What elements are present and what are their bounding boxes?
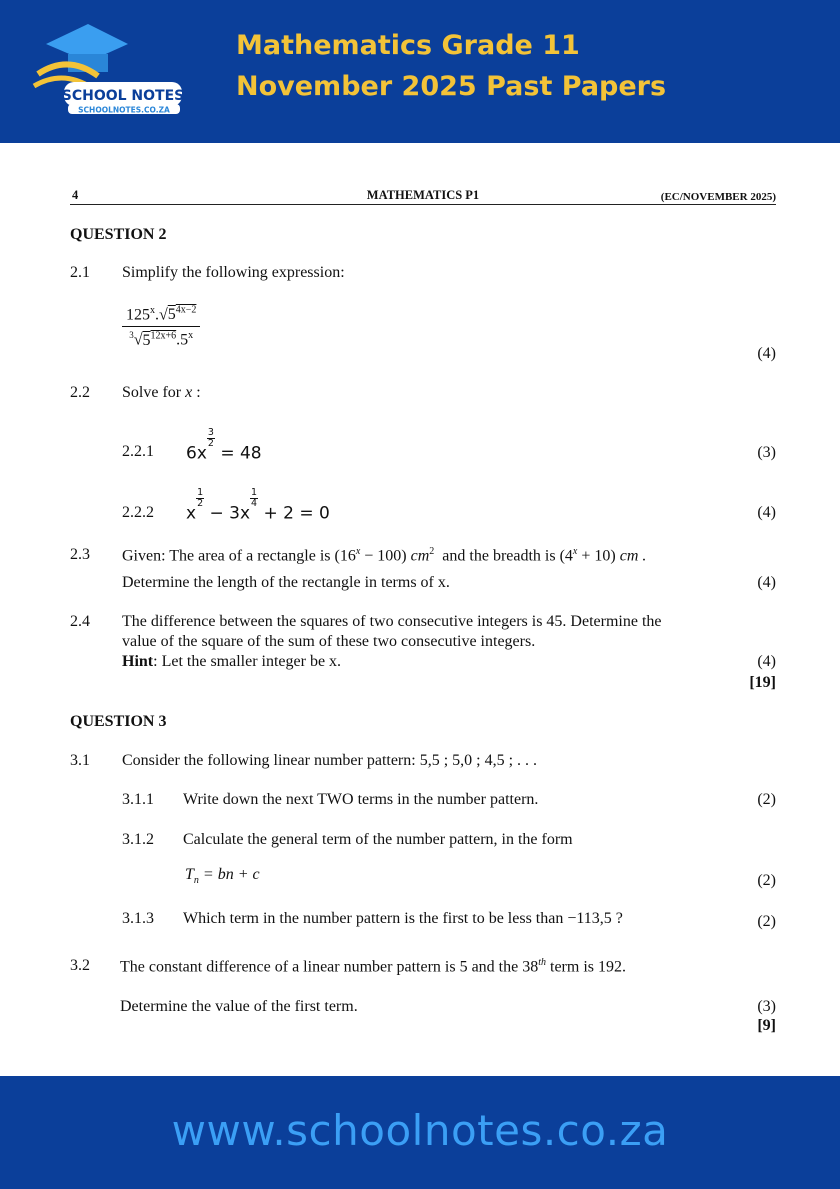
q2-3-line2: Determine the length of the rectangle in terms of x. <box>122 574 450 591</box>
q2-2-number: 2.2 <box>70 384 90 401</box>
q3-1-1-number: 3.1.1 <box>122 791 154 808</box>
q3-1-2-formula: $T_n$ = bn + c <box>185 866 260 887</box>
q2-1-expression <box>122 305 200 350</box>
q2-3-line1: Given: The area of a rectangle is $(16^x - 100)$ $cm^2$ and the breadth is $(4^x + 10)$ cm . <box>122 546 647 565</box>
school-notes-logo <box>28 14 198 124</box>
expression-denominator: $^3√5^{12x+6}.5^x$ <box>129 330 194 349</box>
q3-1-number: 3.1 <box>70 752 90 769</box>
q2-2-2-number: 2.2.2 <box>122 504 154 521</box>
q3-1-1-text: Write down the next TWO terms in the number pattern. <box>183 791 539 808</box>
banner-title-line2: November 2025 Past Papers <box>236 71 667 102</box>
page-number: 4 <box>72 188 79 202</box>
q3-2-number: 3.2 <box>70 957 90 974</box>
q3-1-text: Consider the following linear number pattern: 5,5 ; 5,0 ; 4,5 ; . . . <box>122 752 538 769</box>
q3-1-2-text: Calculate the general term of the number pattern, in the form <box>183 831 573 848</box>
q3-2-marks: (3) <box>757 998 776 1015</box>
q2-4-hint: Hint: Let the smaller integer be x. <box>122 653 342 670</box>
exam-label: (EC/NOVEMBER 2025) <box>660 191 776 203</box>
q3-1-2-marks: (2) <box>757 872 776 889</box>
footer-url-link[interactable]: www.schoolnotes.co.za <box>171 1106 669 1155</box>
q3-1-1-marks: (2) <box>757 791 776 808</box>
expression-numerator: $125^x.√5^{4x-2}$ <box>122 305 200 327</box>
logo-subtext: SCHOOLNOTES.CO.ZA <box>78 105 170 115</box>
question-2-heading: QUESTION 2 <box>70 226 167 243</box>
q3-1-3-marks: (2) <box>757 913 776 930</box>
q2-2-text: Solve for x : <box>122 384 201 401</box>
q2-4-marks: (4) <box>757 653 776 670</box>
bottom-banner <box>0 1076 840 1189</box>
q2-2-1-number: 2.2.1 <box>122 443 154 460</box>
q2-1-text: Simplify the following expression: <box>122 264 345 281</box>
subject-label: MATHEMATICS P1 <box>366 188 480 202</box>
q2-3-marks: (4) <box>757 574 776 591</box>
q2-2-1-marks: (3) <box>757 444 776 461</box>
q3-2-line2: Determine the value of the first term. <box>120 998 358 1015</box>
page-header <box>70 188 776 205</box>
q3-1-3-number: 3.1.3 <box>122 910 154 927</box>
banner-title-line1: Mathematics Grade 11 <box>236 30 580 61</box>
q3-2-line1: The constant difference of a linear number pattern is 5 and the 38th term is 192. <box>120 957 626 976</box>
q2-4-number: 2.4 <box>70 613 90 630</box>
q2-3-number: 2.3 <box>70 546 90 563</box>
graduation-cap-logo-icon <box>28 14 198 124</box>
q3-1-2-number: 3.1.2 <box>122 831 154 848</box>
q2-2-1-equation: 6x $\frac{3}{2}$ = 48 <box>186 427 262 464</box>
q2-2-2-equation: x $\frac{1}{2}$ − 3x $\frac{1}{4}$ + 2 = 0 <box>186 487 330 524</box>
q2-1-number: 2.1 <box>70 264 90 281</box>
top-banner <box>0 0 840 143</box>
q2-4-line1: The difference between the squares of two consecutive integers is 45. Determine the <box>122 613 662 630</box>
q2-total-marks: [19] <box>749 674 776 691</box>
logo-text: SCHOOL NOTES <box>61 88 185 104</box>
question-3-heading: QUESTION 3 <box>70 713 167 730</box>
q3-1-3-text: Which term in the number pattern is the first to be less than −113,5 ? <box>183 910 623 927</box>
q2-2-2-marks: (4) <box>757 504 776 521</box>
q2-4-line2: value of the square of the sum of these two consecutive integers. <box>122 633 536 650</box>
q2-1-marks: (4) <box>757 345 776 362</box>
q3-total-marks: [9] <box>757 1017 776 1034</box>
